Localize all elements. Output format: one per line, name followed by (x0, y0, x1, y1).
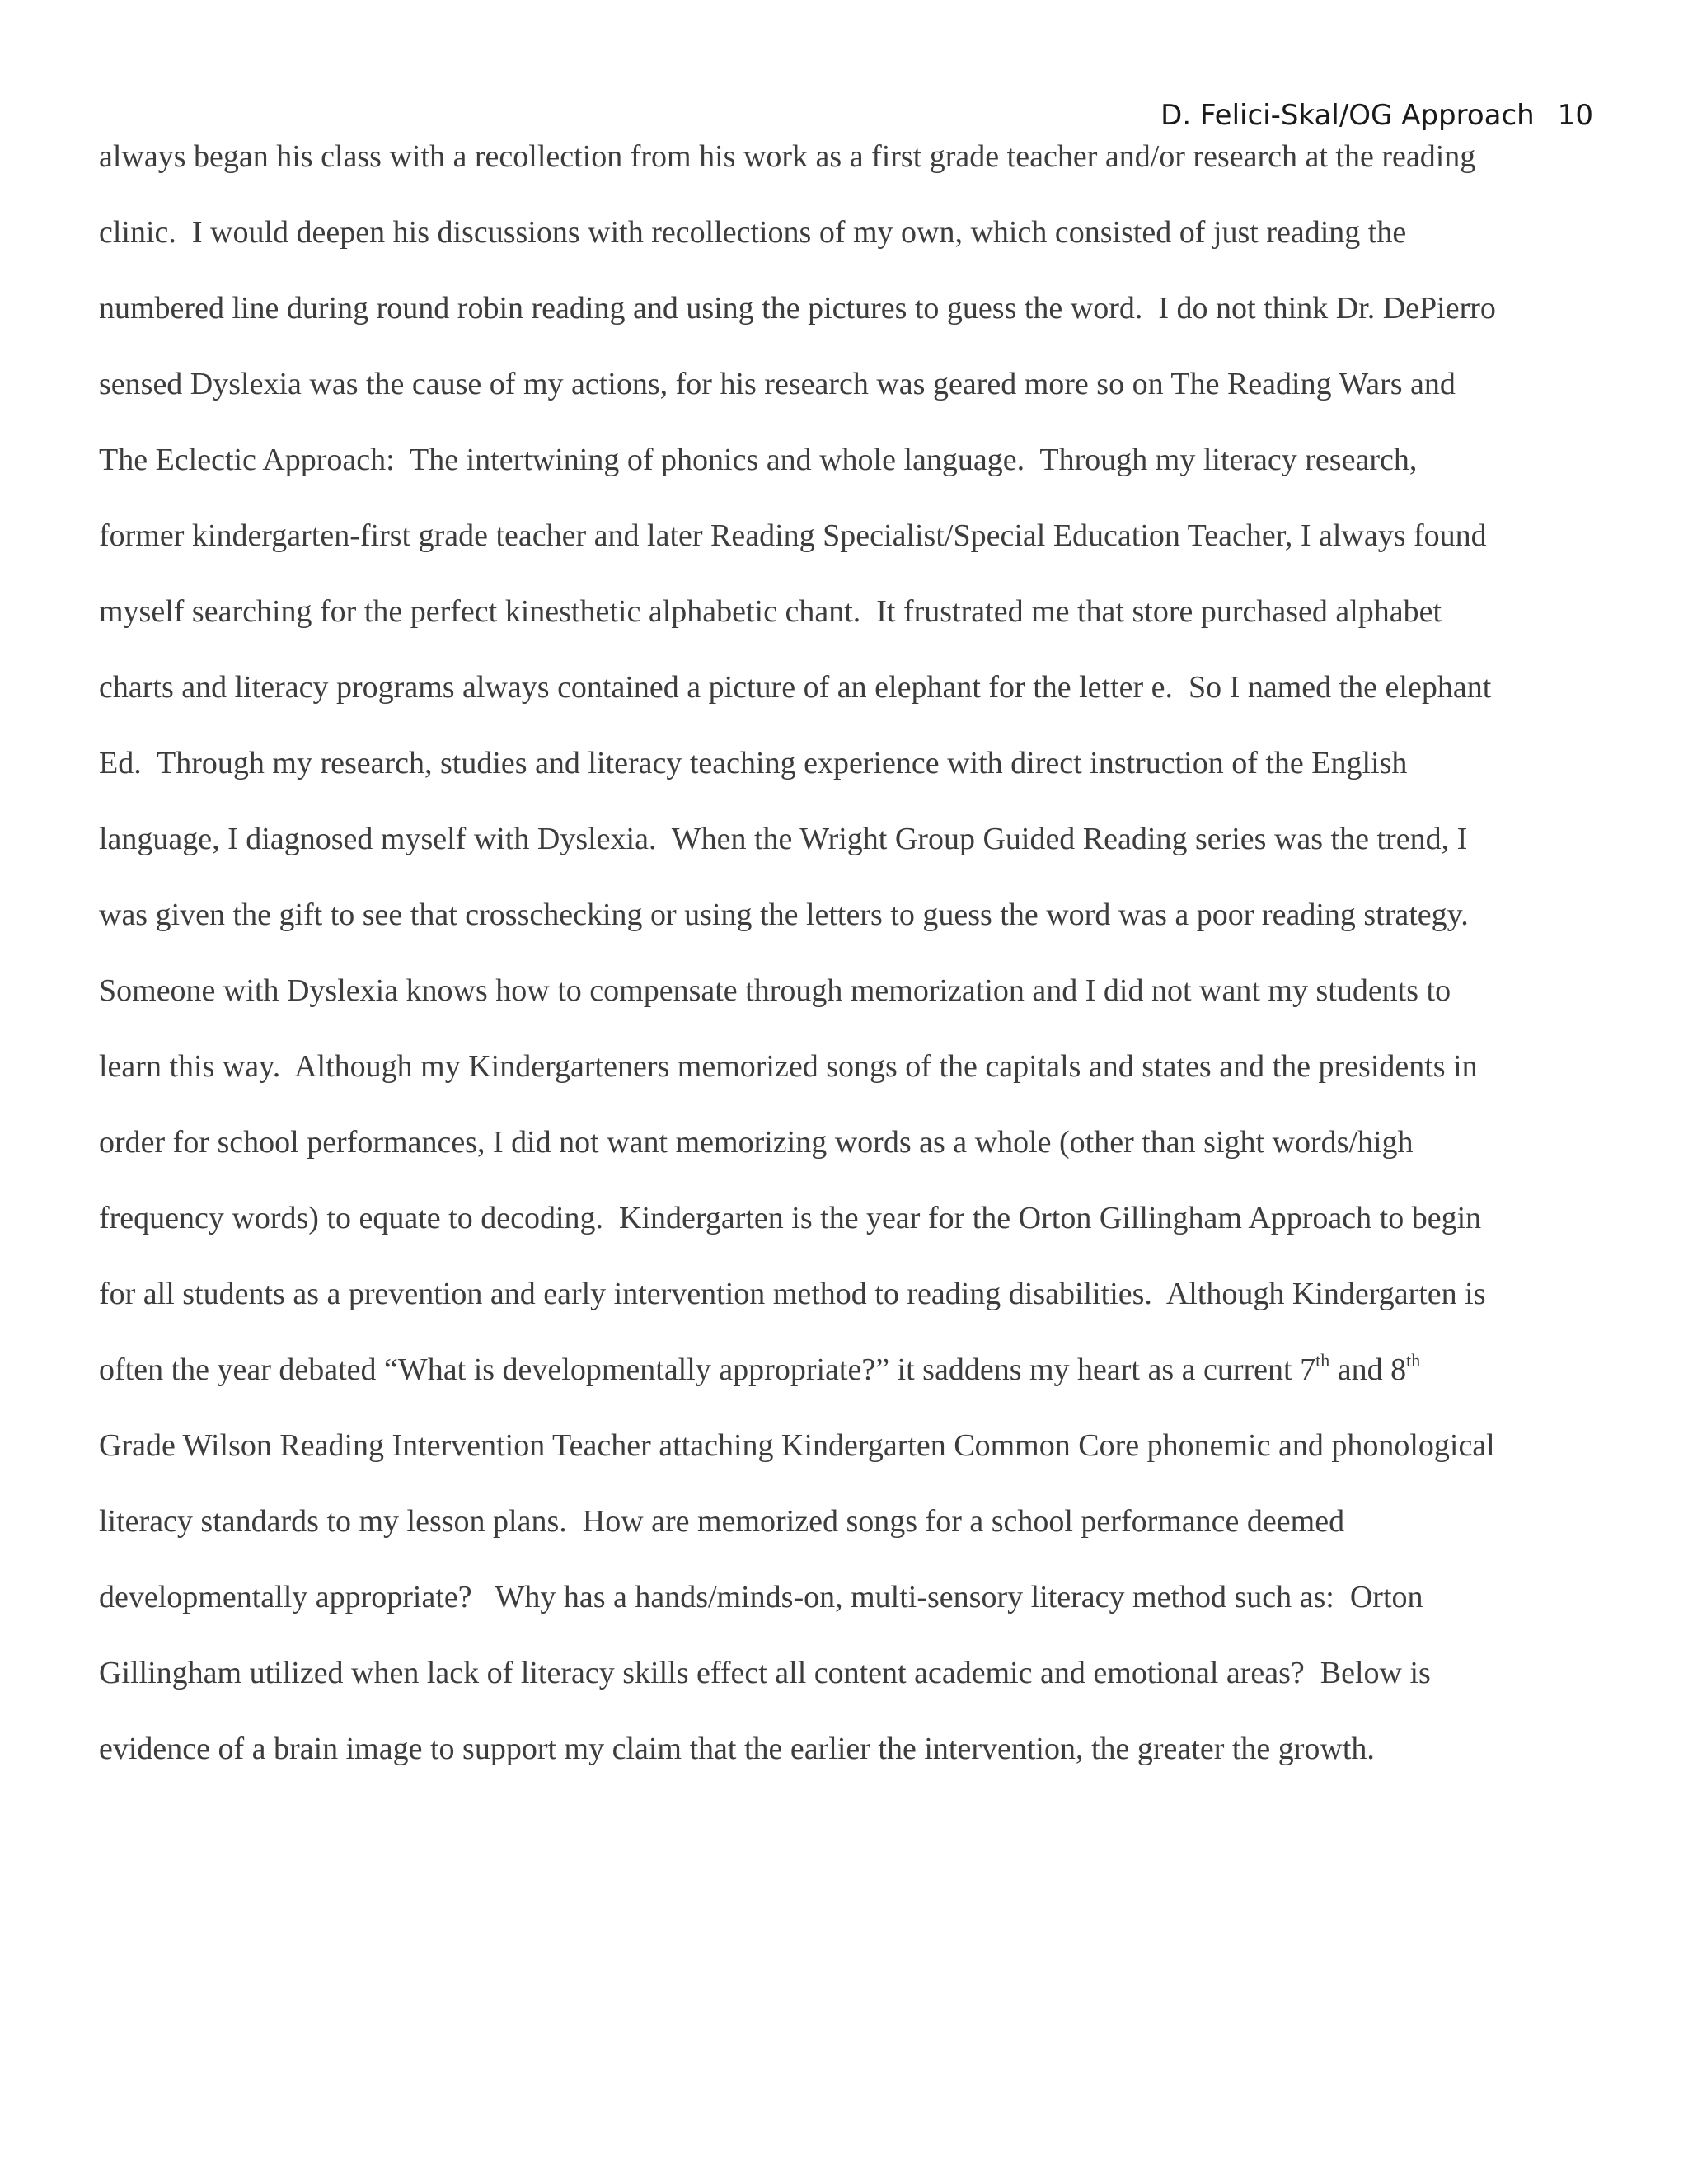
text-line: always began his class with a recollection from his work as a first grade teacher and/or research at the reading (99, 139, 1476, 174)
running-header (1160, 99, 1593, 132)
text-line: Ed. Through my research, studies and literacy teaching experience with direct instruction of the English (99, 746, 1408, 780)
text-line: order for school performances, I did not want memorizing words as a whole (other than sight words/high (99, 1125, 1414, 1160)
line-segment: and 8 (1329, 1352, 1407, 1387)
body-paragraph (99, 134, 1615, 1802)
text-line: clinic. I would deepen his discussions with recollections of my own, which consisted of just reading the (99, 215, 1407, 250)
superscript: th (1315, 1350, 1330, 1371)
text-line: developmentally appropriate? Why has a hands/minds-on, multi-sensory literacy method such as: Orton (99, 1580, 1423, 1615)
text-line: myself searching for the perfect kinesthetic alphabetic chant. It frustrated me that store purchased alphabet (99, 594, 1442, 629)
text-line: Grade Wilson Reading Intervention Teacher attaching Kindergarten Common Core phonemic and phonological (99, 1428, 1495, 1463)
superscript: th (1406, 1350, 1421, 1371)
text-line: learn this way. Although my Kindergarteners memorized songs of the capitals and states and the presidents in (99, 1049, 1478, 1084)
text-line: frequency words) to equate to decoding. Kindergarten is the year for the Orton Gillingham Approach to begin (99, 1201, 1482, 1235)
text-line: evidence of a brain image to support my claim that the earlier the intervention, the greater the growth. (99, 1732, 1375, 1766)
text-line: former kindergarten-first grade teacher and later Reading Specialist/Special Education Teacher, I always found (99, 518, 1487, 553)
text-line: charts and literacy programs always contained a picture of an elephant for the letter e. So I named the elephant (99, 670, 1492, 705)
running-title: D. Felici-Skal/OG Approach (1160, 99, 1535, 132)
text-line: language, I diagnosed myself with Dyslexia. When the Wright Group Guided Reading series was the trend, I (99, 822, 1468, 856)
text-line: The Eclectic Approach: The intertwining of phonics and whole language. Through my literacy research, (99, 443, 1418, 477)
text-line: for all students as a prevention and early intervention method to reading disabilities. Although Kindergarten is (99, 1277, 1486, 1311)
text-line: Someone with Dyslexia knows how to compensate through memorization and I did not want my students to (99, 973, 1451, 1008)
page-number: 10 (1557, 99, 1593, 132)
text-line-with-superscripts (99, 1347, 1615, 1422)
text-line: Gillingham utilized when lack of literacy skills effect all content academic and emotional areas? Below is (99, 1656, 1431, 1690)
text-line: numbered line during round robin reading and using the pictures to guess the word. I do not think Dr. DePierro (99, 291, 1496, 326)
line-segment: often the year debated “What is developmentally appropriate?” it saddens my heart as a current 7 (99, 1352, 1316, 1387)
text-line: sensed Dyslexia was the cause of my actions, for his research was geared more so on The Reading Wars and (99, 367, 1456, 401)
text-line: literacy standards to my lesson plans. How are memorized songs for a school performance deemed (99, 1504, 1345, 1539)
text-line: was given the gift to see that crosschecking or using the letters to guess the word was a poor reading strategy. (99, 898, 1469, 932)
